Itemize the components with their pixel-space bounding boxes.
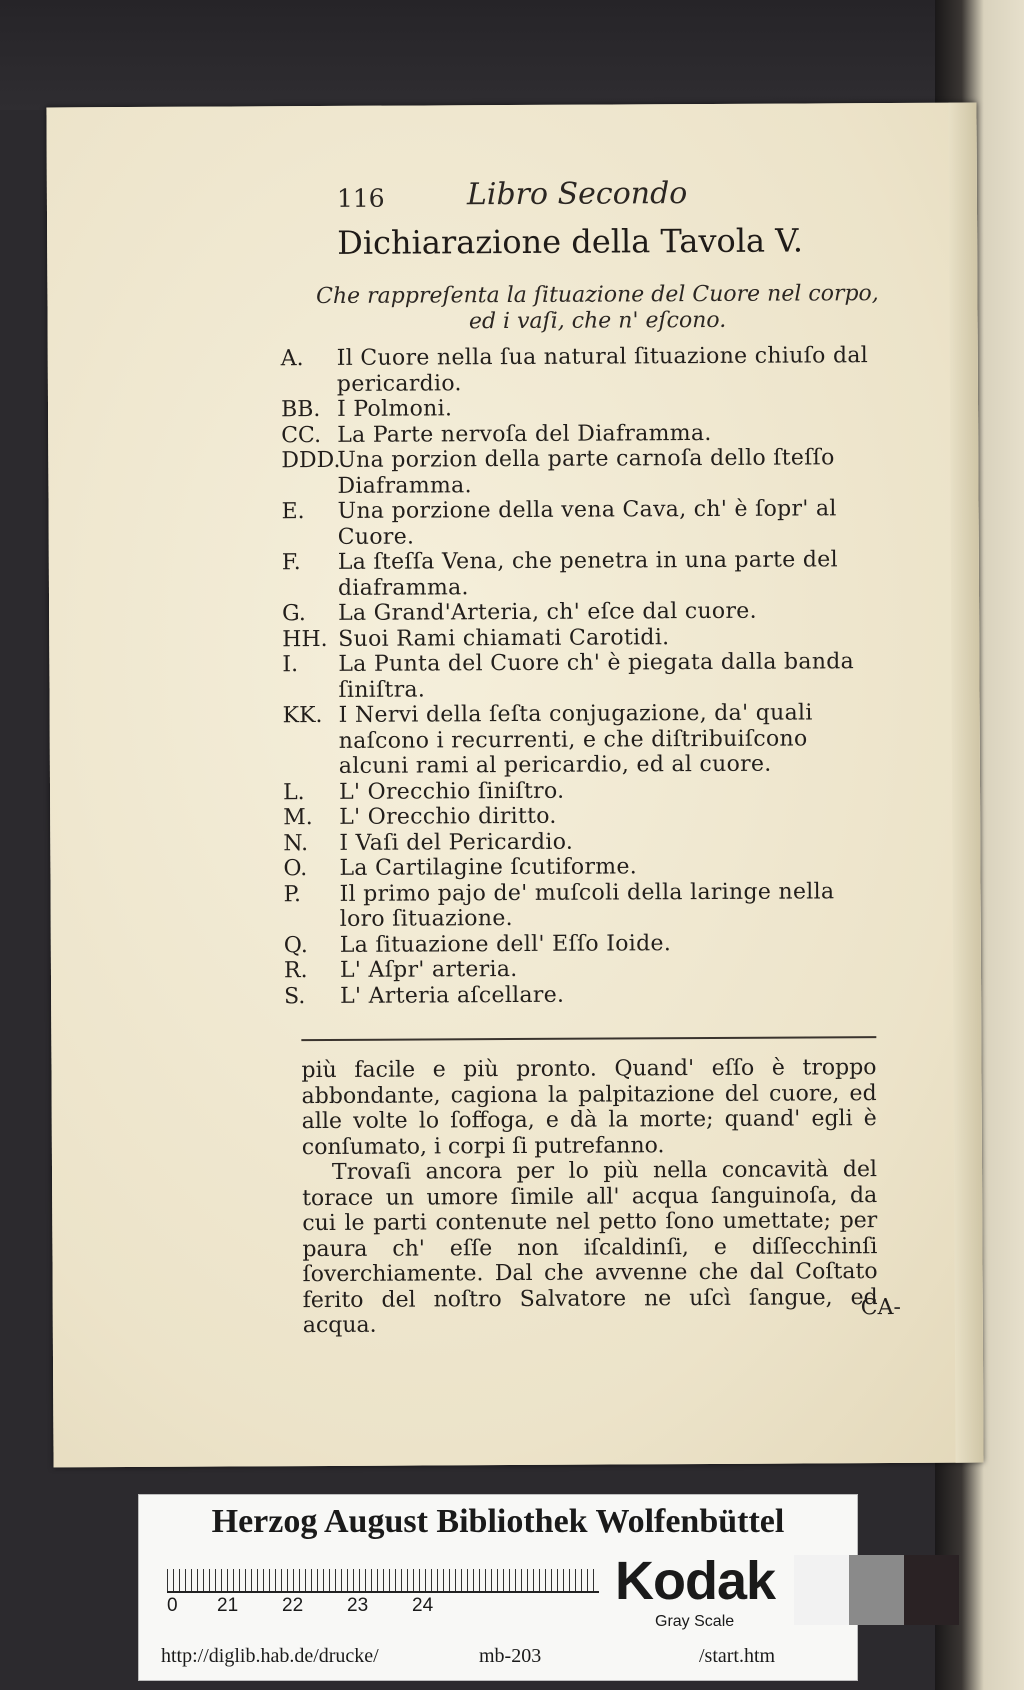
legend-key: Q. (283, 932, 308, 958)
ruler-label: 0 (167, 1595, 178, 1616)
legend-key: O. (283, 856, 308, 882)
legend-entry (282, 598, 882, 627)
legend-key: BB. (280, 397, 321, 423)
subtitle-line: Che rappreſenta la ſituazione del Cuore nel corpo, (316, 281, 879, 310)
ruler-label: 21 (217, 1595, 239, 1616)
legend-text: La Punta del Cuore ch' è piegata dalla banda ſiniſtra. (338, 649, 855, 703)
legend-key: L. (282, 779, 305, 805)
gray-scale-swatches (794, 1555, 959, 1625)
legend-key: A. (280, 346, 304, 372)
legend-text: I Polmoni. (336, 396, 453, 422)
scan-target-card (138, 1494, 858, 1681)
legend-key: E. (281, 499, 305, 525)
legend-entry (283, 853, 883, 882)
ruler-label: 24 (412, 1595, 434, 1616)
card-footer (139, 1645, 857, 1675)
running-head (337, 176, 737, 218)
legend-text: L' Arteria aſcellare. (340, 982, 565, 1009)
legend-text: La Parte nervoſa del Diaframma. (337, 420, 712, 448)
legend-key: KK. (282, 703, 323, 729)
legend-entry (284, 879, 884, 933)
ruler-label: 23 (347, 1595, 369, 1616)
legend-text: Il Cuore nella ſua natural ſituazione chiuſo dal pericardio. (336, 343, 869, 397)
body-text (301, 1055, 877, 1339)
gray-swatch (904, 1555, 959, 1625)
legend-entry (281, 445, 881, 499)
legend-key: N. (283, 830, 309, 856)
subtitle-line: ed i vaſi, che n' eſcono. (468, 307, 727, 335)
measurement-ruler (167, 1555, 599, 1593)
legend-text: L' Orecchio diritto. (339, 803, 557, 830)
body-paragraph: Trovaſi ancora per lo più nella concavità del torace un umore ſimile all' acqua ſanguinoſa, da cui le parti contenute nel petto ſono umettate; per paura ch' eſſe non iſcaldinſi, e diſſecchinſi ſoverchiamente. Dal che avvenne che dal Coſtato ferito del noſtro Salvatore ne uſcì ſangue, ed acqua. (302, 1157, 878, 1339)
gray-scale-label: Gray Scale (655, 1613, 735, 1630)
ruler-label: 22 (282, 1595, 304, 1616)
institution-name: Herzog August Bibliothek Wolfenbüttel (211, 1503, 785, 1540)
kodak-logo: Kodak (615, 1551, 776, 1611)
legend-key: R. (283, 958, 308, 984)
legend-text: Il primo pajo de' muſcoli della laringe nella loro ſituazione. (339, 878, 835, 932)
legend-entry (282, 624, 882, 653)
catchword: CA- (860, 1294, 901, 1321)
legend-text: I Nervi della ſeſta conjugazione, da' quali naſcono i recurrenti, e che diſtribuiſcono alcuni rami al pericardio, ed al cuore. (338, 700, 813, 779)
legend-key: P. (283, 881, 301, 907)
book-page (46, 103, 983, 1468)
legend-entry (283, 700, 883, 780)
legend-key: HH. (282, 626, 328, 652)
legend-entry (284, 930, 884, 959)
legend-entry (282, 496, 882, 550)
legend-entry (283, 828, 883, 857)
legend-text: La Grand'Arteria, ch' eſce dal cuore. (338, 598, 757, 626)
legend-text: Una porzione della vena Cava, ch' è ſopr' al Cuore. (337, 496, 837, 550)
legend-key: I. (282, 652, 299, 678)
legend-text: Suoi Rami chiamati Carotidi. (338, 624, 670, 652)
legend-text: La Cartilagine ſcutiforme. (339, 854, 638, 881)
legend-text: La ſteſſa Vena, che penetra in una parte del diaframma. (337, 547, 838, 601)
legend-entry (283, 777, 883, 806)
legend-text: Una porzion della parte carnoſa dello ſteſſo Diaframma. (337, 445, 835, 499)
legend-text: La ſituazione dell' Eſſo Ioide. (339, 930, 672, 958)
body-paragraph: più facile e più pronto. Quand' eſſo è troppo abbondante, cagiona la palpitazione del cuore, ed alle volte lo ſoffoga, e dà la morte; quand' egli è conſumato, i corpi ſi putrefanno. (301, 1055, 877, 1160)
page-title: Dichiarazione della Tavola V. (337, 221, 804, 262)
legend-key: M. (283, 805, 313, 831)
legend-entry (282, 547, 882, 601)
section-title: Libro Secondo (466, 176, 688, 213)
legend-entry (282, 649, 882, 703)
legend-entry (283, 802, 883, 831)
legend-key: G. (282, 601, 306, 627)
section-divider (301, 1036, 876, 1041)
url-suffix: /start.htm (699, 1645, 776, 1667)
legend-key: DDD. (281, 447, 341, 474)
page-number: 116 (336, 183, 385, 213)
subtitle (307, 281, 887, 336)
legend-entry (281, 420, 881, 449)
ruler-labels (167, 1595, 599, 1619)
legend-entry (281, 394, 881, 423)
scan-background (0, 0, 1024, 110)
legend-text: I Vaſi del Pericardio. (339, 829, 574, 856)
shelfmark: mb-203 (479, 1645, 542, 1667)
legend-entry (284, 955, 884, 984)
gray-swatch (794, 1555, 849, 1625)
legend-text: L' Aſpr' arteria. (339, 956, 518, 983)
legend-key: CC. (281, 422, 322, 448)
legend-key: F. (281, 550, 301, 576)
legend-entry (284, 981, 884, 1010)
legend-entry (281, 343, 881, 397)
gray-swatch (849, 1555, 904, 1625)
legend-key: S. (284, 983, 306, 1009)
plate-legend (281, 343, 884, 1009)
legend-text: L' Orecchio ſiniſtro. (338, 778, 565, 805)
url-prefix: http://diglib.hab.de/drucke/ (161, 1645, 379, 1667)
